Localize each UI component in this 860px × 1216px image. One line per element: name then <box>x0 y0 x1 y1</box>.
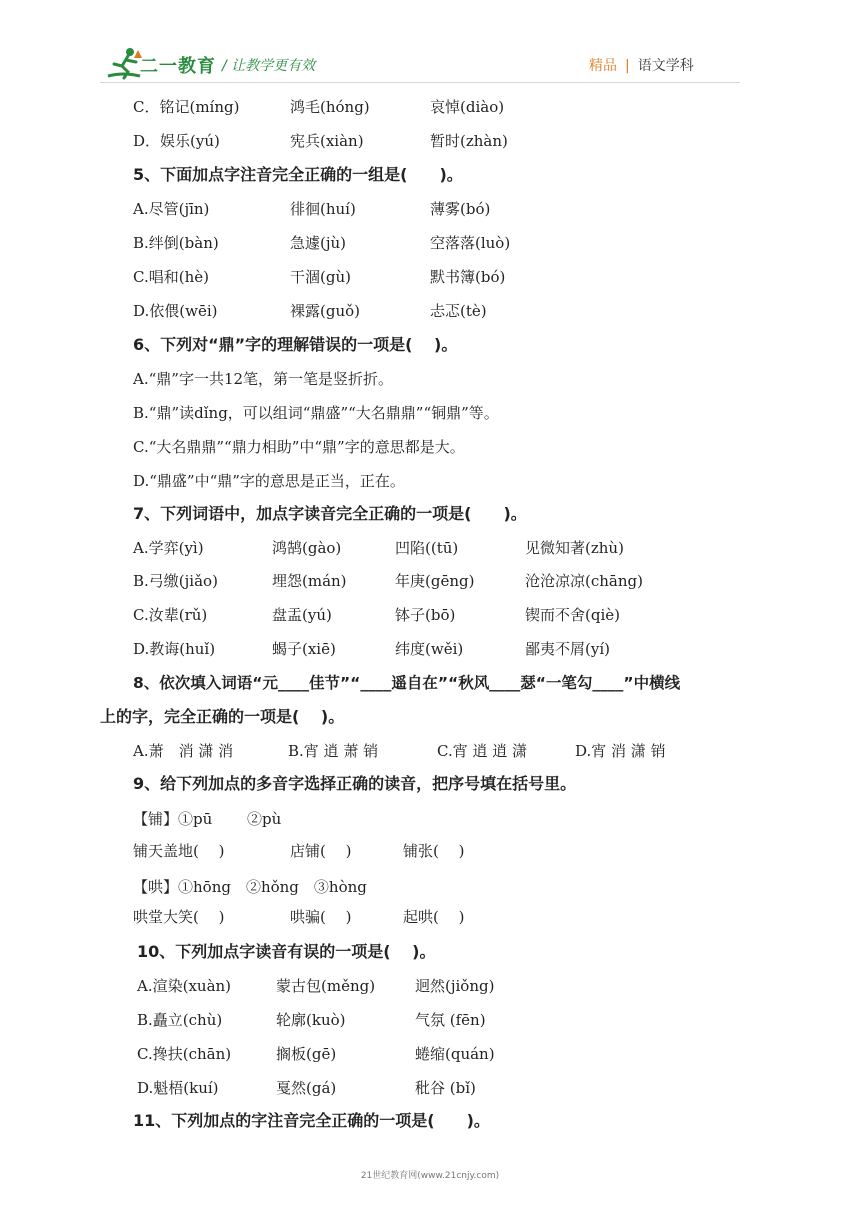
subject-label: 语文学科 <box>637 58 694 74</box>
q5-b1: B.绊倒(bàn) <box>133 234 219 252</box>
q9-title: 9、给下列加点的多音字选择正确的读音，把序号填在括号里。 <box>133 774 577 793</box>
q4-d1: D．娱乐(yú) <box>133 132 220 150</box>
q10-b1: B.矗立(chù) <box>137 1011 223 1029</box>
brand-name: 二一教育 <box>140 56 216 77</box>
q7-c2: 盘盂(yú) <box>272 606 332 624</box>
q10-a2: 蒙古包(měng) <box>276 977 376 995</box>
q4-c2: 鸿毛(hóng) <box>290 98 370 116</box>
q4-d3: 暂时(zhàn) <box>430 132 508 150</box>
q5-d1: D.依偎(wēi) <box>133 302 218 320</box>
q10-d2: 戛然(gá) <box>276 1079 337 1097</box>
q11-title: 11、下列加点的字注音完全正确的一项是( )。 <box>133 1111 490 1130</box>
q4-c3: 哀悼(diào) <box>430 98 505 116</box>
q5-c3: 默书簿(bó) <box>430 268 506 286</box>
q5-a3: 薄雾(bó) <box>430 200 491 218</box>
q7-a2: 鸿鹄(gào) <box>272 539 342 557</box>
q10-d3: 秕谷 (bǐ) <box>415 1079 476 1097</box>
q7-d1: D.教诲(huǐ) <box>133 640 216 658</box>
header-rule <box>100 82 740 83</box>
q6-option-a: A.“鼎”字一共12笔，第一笔是竖折折。 <box>133 370 394 388</box>
q7-d2: 蝎子(xiē) <box>272 640 336 658</box>
q5-a1: A.尽管(jīn) <box>133 200 210 218</box>
q10-c3: 蜷缩(quán) <box>415 1045 495 1063</box>
q8-option-b: B.宵 逍 萧 销 <box>288 742 379 760</box>
q8-title-line1: 8、依次填入词语“元____佳节”“____遥自在”“秋风____瑟“一笔勾____”中横线 <box>133 674 681 692</box>
q7-c1: C.汝辈(rǔ) <box>133 606 208 624</box>
q5-b2: 急遽(jù) <box>290 234 347 252</box>
q7-b2: 埋怨(mán) <box>272 572 347 590</box>
q6-option-c: C.“大名鼎鼎”“鼎力相助”中“鼎”字的意思都是大。 <box>133 438 465 456</box>
q9-group2-item3: 起哄( ) <box>403 908 465 926</box>
q10-b3: 气氛 (fēn) <box>415 1011 486 1029</box>
q7-d4: 鄙夷不屑(yí) <box>525 640 610 658</box>
q7-c3: 钵子(bō) <box>395 606 456 624</box>
q5-b3: 空落落(luò) <box>430 234 511 252</box>
q9-group1-head: 【铺】①pū ②pù <box>133 810 282 828</box>
q9-group1-item3: 铺张( ) <box>403 842 465 860</box>
q10-c2: 搁板(gē) <box>276 1045 337 1063</box>
q6-title: 6、下列对“鼎”字的理解错误的一项是( )。 <box>133 335 458 354</box>
q9-group2-head: 【哄】①hōng ②hǒng ③hòng <box>133 878 367 896</box>
q10-b2: 轮廓(kuò) <box>276 1011 346 1029</box>
q9-group2-item1: 哄堂大笑( ) <box>133 908 225 926</box>
q7-c4: 锲而不舍(qiè) <box>525 606 620 624</box>
page-footer: 21世纪教育网(www.21cnjy.com) <box>360 1171 500 1181</box>
q4-c1: C．铭记(míng) <box>133 98 240 116</box>
q5-d3: 忐忑(tè) <box>430 302 487 320</box>
q7-b3: 年庚(gēng) <box>395 572 475 590</box>
q8-option-d: D.宵 消 潇 销 <box>575 742 666 760</box>
q7-a3: 凹陷((tū) <box>395 539 459 557</box>
q5-title: 5、下面加点字注音完全正确的一组是( )。 <box>133 165 463 184</box>
q10-a1: A.渲染(xuàn) <box>137 977 232 995</box>
q7-a4: 见微知著(zhù) <box>525 539 624 557</box>
q5-c2: 干涸(gù) <box>290 268 351 286</box>
q7-title: 7、下列词语中，加点字读音完全正确的一项是( )。 <box>133 504 527 523</box>
q8-title-line2: 上的字，完全正确的一项是( )。 <box>100 707 345 726</box>
q7-b1: B.弓缴(jiǎo) <box>133 572 218 590</box>
q4-d2: 宪兵(xiàn) <box>290 132 364 150</box>
header-divider: | <box>625 58 630 74</box>
q5-d2: 裸露(guǒ) <box>290 302 360 320</box>
q10-title: 10、下列加点字读音有误的一项是( )。 <box>137 942 436 961</box>
q7-d3: 纬度(wěi) <box>395 640 464 658</box>
q10-d1: D.魁梧(kuí) <box>137 1079 219 1097</box>
q10-a3: 迥然(jiǒng) <box>415 977 495 995</box>
q9-group1-item1: 铺天盖地( ) <box>133 842 225 860</box>
q6-option-b: B.“鼎”读dǐng，可以组词“鼎盛”“大名鼎鼎”“铜鼎”等。 <box>133 404 499 422</box>
q7-a1: A.学弈(yì) <box>133 539 204 557</box>
q5-a2: 徘徊(huí) <box>290 200 356 218</box>
q7-b4: 沧沧凉凉(chāng) <box>525 572 643 590</box>
q8-option-c: C.宵 逍 逍 潇 <box>437 742 528 760</box>
q10-c1: C.搀扶(chān) <box>137 1045 232 1063</box>
q9-group2-item2: 哄骗( ) <box>290 908 352 926</box>
quality-label: 精品 <box>589 58 617 74</box>
header-right <box>589 55 694 75</box>
q6-option-d: D.“鼎盛”中“鼎”字的意思是正当，正在。 <box>133 472 405 490</box>
q9-group1-item2: 店铺( ) <box>290 842 352 860</box>
q8-option-a: A.萧 消 潇 消 <box>133 742 234 760</box>
slogan: / 让教学更有效 <box>222 58 316 74</box>
q5-c1: C.唱和(hè) <box>133 268 209 286</box>
